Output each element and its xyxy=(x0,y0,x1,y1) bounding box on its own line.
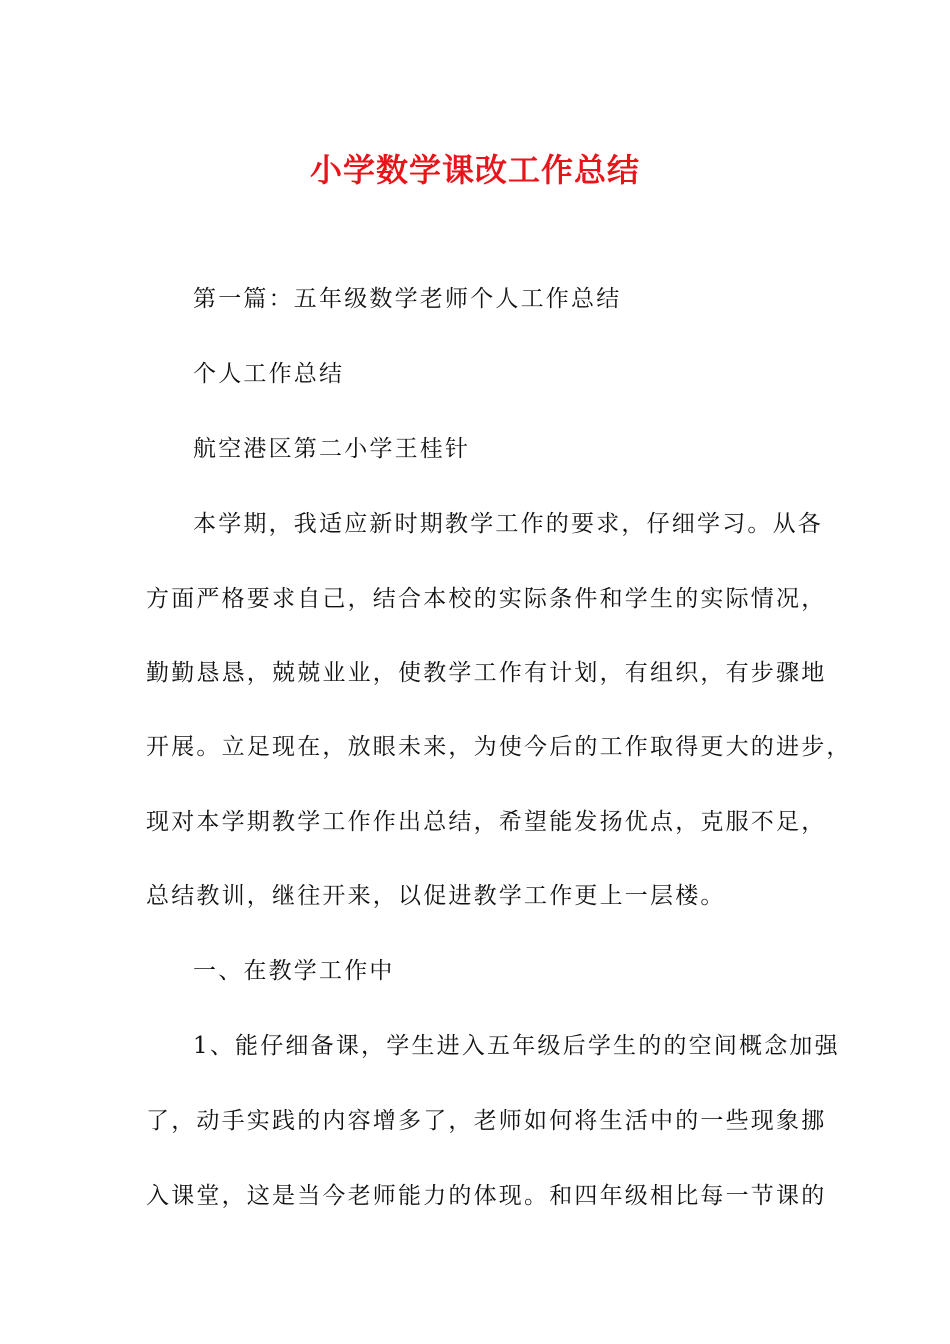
paragraph-line: 方面严格要求自己，结合本校的实际条件和学生的实际情况， xyxy=(146,586,827,612)
paragraph-line: 现对本学期教学工作作出总结，希望能发扬优点，克服不足， xyxy=(146,809,827,835)
paragraph-line: 总结教训，继往开来，以促进教学工作更上一层楼。 xyxy=(146,883,726,909)
paragraph-line: 开展。立足现在，放眼未来，为使今后的工作取得更大的进步， xyxy=(146,734,852,760)
author-line: 航空港区第二小学王桂针 xyxy=(193,436,471,462)
paragraph-line: 了，动手实践的内容增多了，老师如何将生活中的一些现象挪 xyxy=(146,1108,827,1134)
subtitle-personal-summary: 个人工作总结 xyxy=(193,361,345,387)
section-heading-teaching-work: 一、在教学工作中 xyxy=(193,958,395,984)
paragraph-line: 入课堂，这是当今老师能力的体现。和四年级相比每一节课的 xyxy=(146,1183,827,1209)
paragraph-line: 1、能仔细备课，学生进入五年级后学生的的空间概念加强 xyxy=(193,1033,840,1059)
section-heading-part-one: 第一篇：五年级数学老师个人工作总结 xyxy=(193,286,622,312)
document-title: 小学数学课改工作总结 xyxy=(309,151,640,189)
paragraph-line: 本学期，我适应新时期教学工作的要求，仔细学习。从各 xyxy=(193,511,823,537)
paragraph-line: 勤勤恳恳，兢兢业业，使教学工作有计划，有组织，有步骤地 xyxy=(146,660,827,686)
